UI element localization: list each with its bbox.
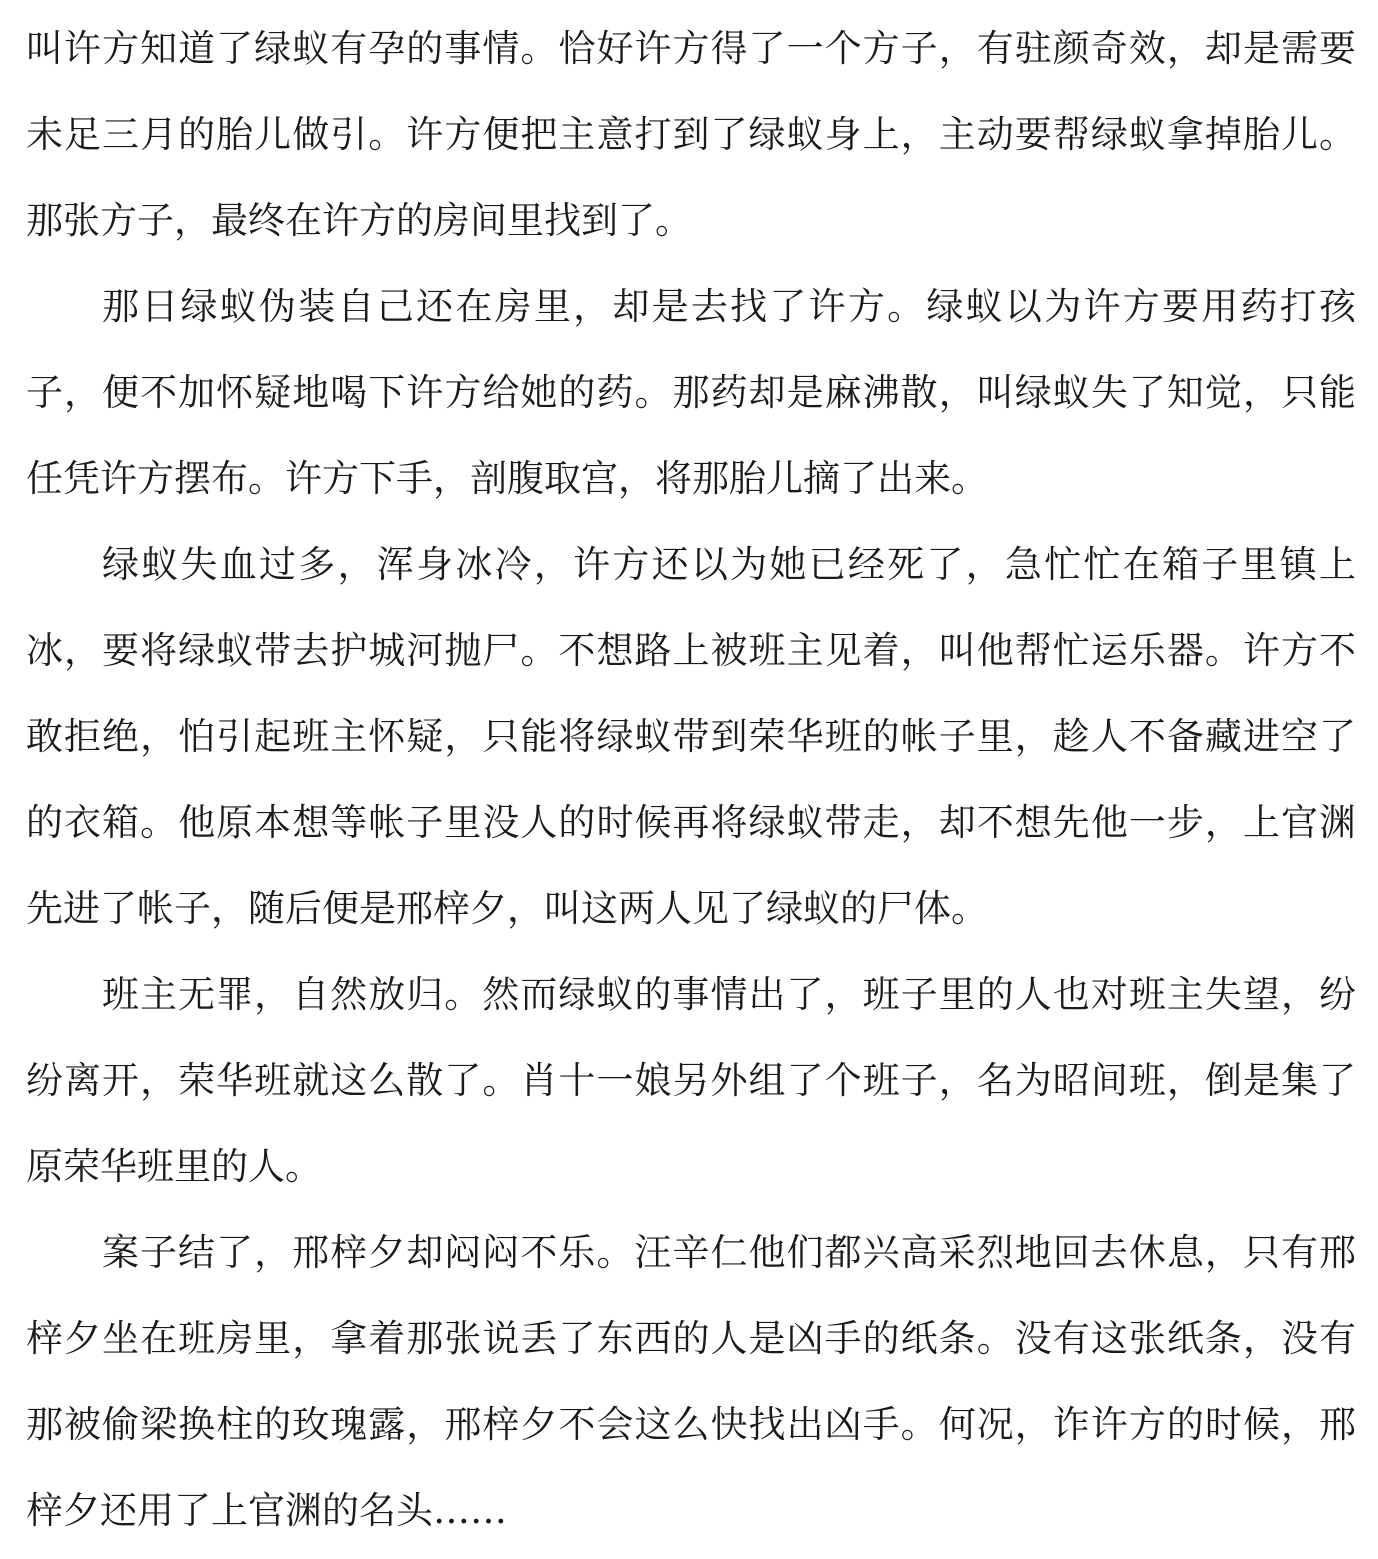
paragraph-1: 叫许方知道了绿蚁有孕的事情。恰好许方得了一个方子，有驻颜奇效，却是需要未足三月的胎儿做引。许方便把主意打到了绿蚁身上，主动要帮绿蚁拿掉胎儿。那张方子，最终在许方的房间里找到了。 (26, 27, 1356, 242)
paragraph-2: 那日绿蚁伪装自己还在房里，却是去找了许方。绿蚁以为许方要用药打孩子，便不加怀疑地喝下许方给她的药。那药却是麻沸散，叫绿蚁失了知觉，只能任凭许方摆布。许方下手，剖腹取宫，将那胎儿摘了出来。 (26, 285, 1356, 500)
paragraph-5: 案子结了，邢梓夕却闷闷不乐。汪辛仁他们都兴高采烈地回去休息，只有邢梓夕坐在班房里，拿着那张说丢了东西的人是凶手的纸条。没有这张纸条，没有那被偷梁换柱的玫瑰露，邢梓夕不会这么快找出凶手。何况，诈许方的时候，邢梓夕还用了上官渊的名头…… (26, 1231, 1356, 1532)
document-page (26, 6, 1356, 1554)
paragraph-4: 班主无罪，自然放归。然而绿蚁的事情出了，班子里的人也对班主失望，纷纷离开，荣华班就这么散了。肖十一娘另外组了个班子，名为昭间班，倒是集了原荣华班里的人。 (26, 973, 1356, 1188)
paragraph-3: 绿蚁失血过多，浑身冰冷，许方还以为她已经死了，急忙忙在箱子里镇上冰，要将绿蚁带去护城河抛尸。不想路上被班主见着，叫他帮忙运乐器。许方不敢拒绝，怕引起班主怀疑，只能将绿蚁带到荣华班的帐子里，趁人不备藏进空了的衣箱。他原本想等帐子里没人的时候再将绿蚁带走，却不想先他一步，上官渊先进了帐子，随后便是邢梓夕，叫这两人见了绿蚁的尸体。 (26, 543, 1356, 930)
